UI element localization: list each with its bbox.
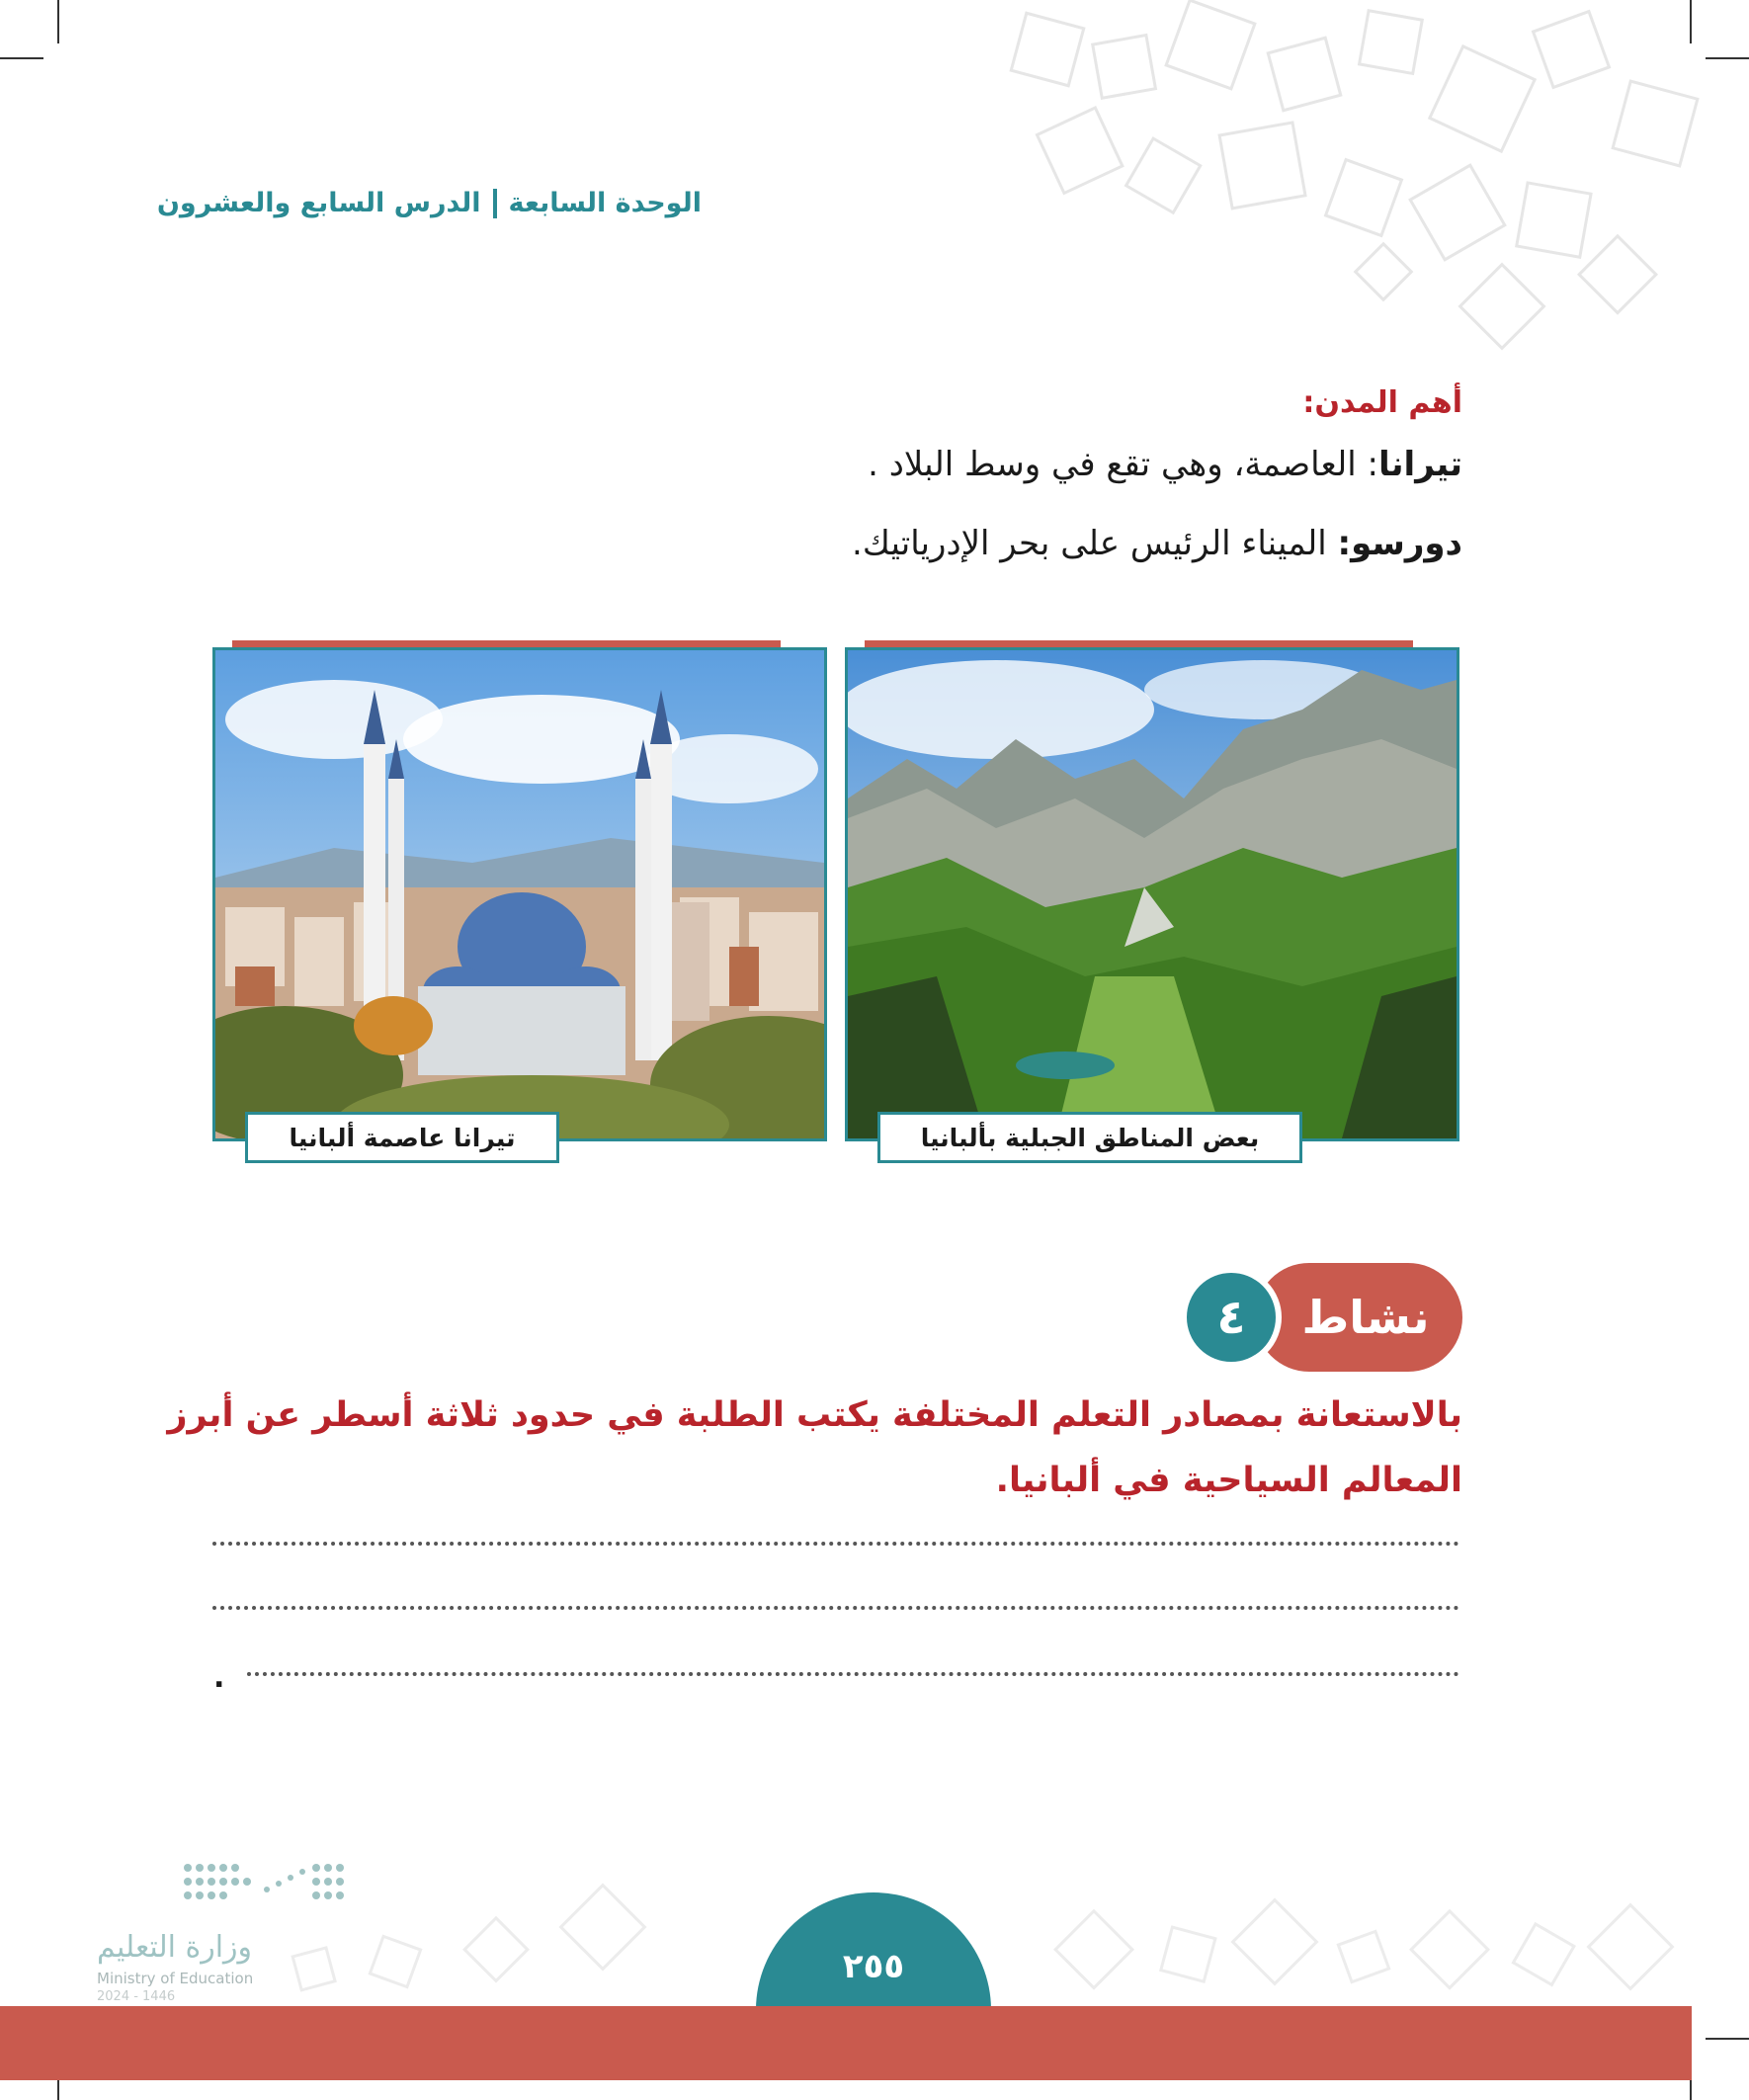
unit-label: الوحدة السابعة — [508, 188, 702, 218]
activity-number: ٤ — [1181, 1267, 1282, 1368]
answer-line-3[interactable] — [247, 1672, 1459, 1676]
city-line-tirana — [868, 445, 1462, 484]
answer-line-2[interactable] — [212, 1606, 1459, 1610]
activity-instruction-1: بالاستعانة بمصادر التعلم المختلفة يكتب الطلبة في حدود ثلاثة أسطر عن أبرز — [167, 1395, 1462, 1435]
final-period: . — [213, 1660, 225, 1695]
activity-badge — [1181, 1263, 1462, 1372]
answer-line-1[interactable] — [212, 1542, 1459, 1546]
city-name: دورسو: — [1337, 524, 1462, 563]
city-desc: الميناء الرئيس على بحر الإدرياتيك. — [852, 524, 1338, 563]
ministry-name-ar: وزارة التعليم — [97, 1930, 253, 1965]
lesson-header — [157, 188, 702, 218]
edition-year: 2024 - 1446 — [97, 1989, 176, 2004]
city-desc: : العاصمة، وهي تقع في وسط البلاد . — [868, 445, 1379, 484]
page-number: ٢٥٥ — [842, 1947, 905, 1986]
ministry-name-en: Ministry of Education — [97, 1970, 254, 1987]
activity-instruction-2: المعالم السياحية في ألبانيا. — [995, 1461, 1462, 1500]
section-title: أهم المدن: — [1302, 385, 1462, 420]
mountains-image — [848, 650, 1457, 1138]
lesson-label: الدرس السابع والعشرون — [156, 188, 481, 218]
header-separator — [493, 189, 497, 218]
tirana-image — [215, 650, 824, 1138]
city-name: تيرانا — [1378, 445, 1462, 484]
photo-mountains — [845, 647, 1459, 1141]
city-line-durres — [852, 524, 1462, 563]
caption-tirana: تيرانا عاصمة ألبانيا — [245, 1112, 559, 1163]
footer-bar — [0, 2006, 1692, 2080]
ministry-logo-dots — [178, 1858, 356, 1917]
activity-label: نشاط — [1301, 1291, 1430, 1344]
photo-tirana — [212, 647, 827, 1141]
caption-mountains: بعض المناطق الجبلية بألبانيا — [877, 1112, 1302, 1163]
